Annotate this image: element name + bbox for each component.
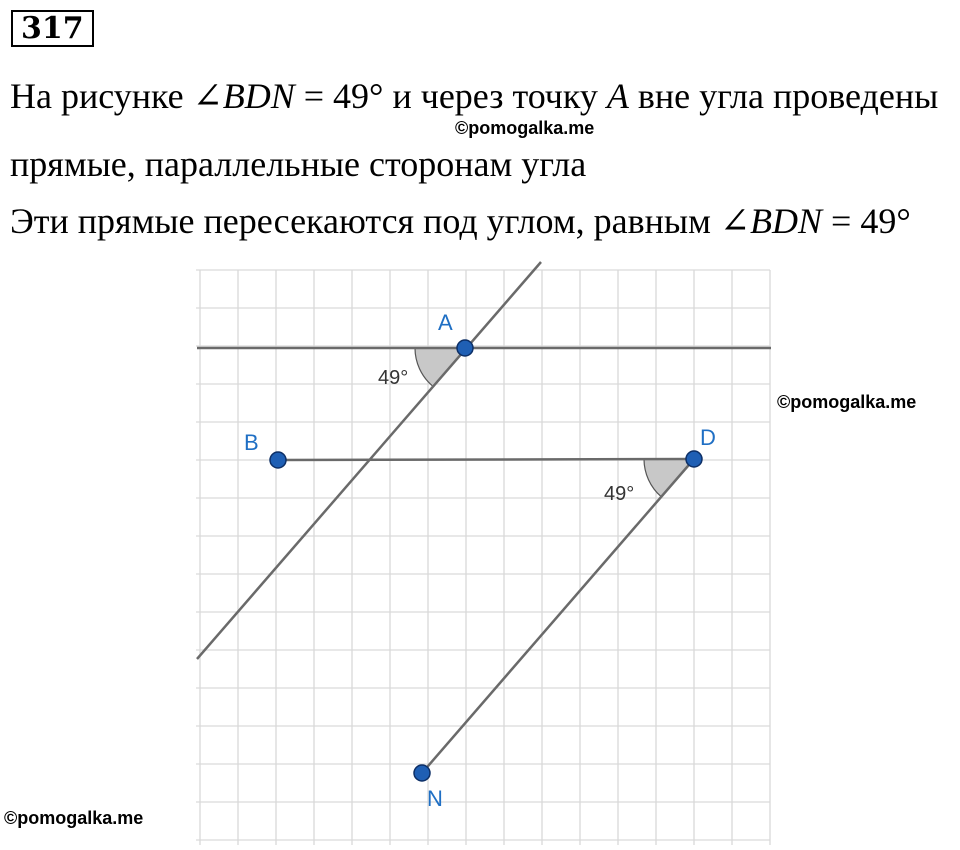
line1-point-name: A [606, 76, 629, 116]
point-b [270, 452, 286, 468]
angle-wedge-d [644, 459, 694, 497]
segment-bd [278, 459, 694, 460]
line1-angle-name: BDN [222, 76, 295, 116]
watermark-top: ©pomogalka.me [455, 118, 595, 138]
line3-text-b: = 49° [822, 201, 911, 241]
line3-text-a: Эти прямые пересекаются под углом, равным ∠ [10, 201, 751, 241]
line3-angle-name: BDN [750, 201, 823, 241]
problem-number: 317 [11, 10, 94, 47]
point-n [414, 765, 430, 781]
watermark-bottom: ©pomogalka.me [4, 808, 144, 828]
line1-text-a: На рисунке ∠ [10, 76, 223, 116]
line1-text-b: = 49° и через точку [294, 76, 607, 116]
problem-line-2: прямые, параллельные сторонам угла [10, 144, 587, 184]
point-d [686, 451, 702, 467]
label-a: A [438, 310, 453, 335]
watermark-right: ©pomogalka.me [777, 392, 917, 412]
label-d: D [700, 425, 716, 450]
label-b: B [244, 430, 259, 455]
angle-label-d: 49° [604, 483, 635, 505]
angle-label-a: 49° [378, 367, 409, 389]
line1-text-c: вне угла проведены [628, 76, 939, 116]
grid [196, 270, 770, 845]
point-a [457, 340, 473, 356]
label-n: N [427, 786, 443, 811]
